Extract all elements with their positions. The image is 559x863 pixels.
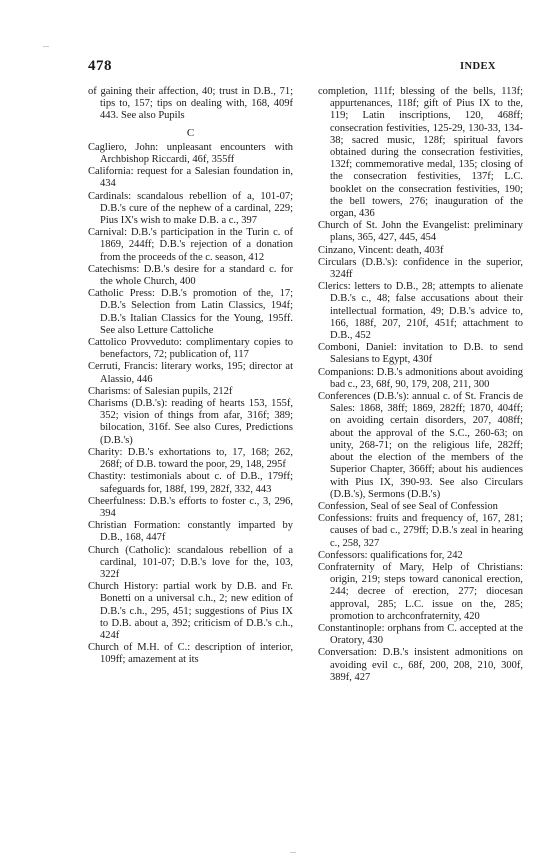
index-entry: Comboni, Daniel: invitation to D.B. to send Salesians to Egypt, 430f (318, 342, 523, 366)
index-entry: Christian Formation: constantly imparted by D.B., 168, 447f (88, 520, 293, 544)
index-entry: Confession, Seal of see Seal of Confession (318, 500, 498, 512)
index-entry: Confraternity of Mary, Help of Christians: origin, 219; steps toward canonical erection, 244; decree of erection, 277; diocesan approval, 285; L.C. issue on the, 285; promotion to archconfraternity, 420 (318, 561, 523, 622)
page-number: 478 (88, 58, 112, 74)
index-entry: Charity: D.B.'s exhortations to, 17, 168; 262, 268f; of D.B. toward the poor, 29, 148, 295f (88, 446, 293, 471)
index-entry: Cheerfulness: D.B.'s efforts to foster c., 3, 296, 394 (88, 495, 293, 519)
index-entry: Catechisms: D.B.'s desire for a standard c. for the whole Church, 400 (88, 263, 293, 288)
index-entry: Constantinople: orphans from C. accepted at the Oratory, 430 (318, 622, 523, 647)
index-entry: Circulars (D.B.'s): confidence in the superior, 324ff (318, 256, 523, 281)
index-entry: California: request for a Salesian foundation in, 434 (88, 166, 293, 190)
index-entry: Conversation: D.B.'s insistent admonitions on avoiding evil c., 68f, 200, 208, 210, 300f, 389f, 427 (318, 647, 523, 683)
index-entry: Charisms: of Salesian pupils, 212f (88, 385, 233, 397)
index-entry: Cinzano, Vincent: death, 403f (318, 244, 444, 256)
index-entry: Church History: partial work by D.B. and Fr. Bonetti on a universal c.h., 2; new edition of D.B.'s c.h., 295, 451; suggestions of Pius IX to D.B. about a, 392; criticism of D.B.'s c.h., 424f (88, 581, 293, 641)
index-entry: Church of M.H. of C.: description of interior, 109ff; amazement at its (88, 642, 293, 666)
index-entry: Clerics: letters to D.B., 28; attempts to alienate D.B.'s c., 48; false accusations about their intellectual formation, 49; D.B.'s advice to, 166, 188f, 207, 210f, 451f; attachment to D.B., 452 (318, 281, 523, 342)
index-entry: Cattolico Provveduto: complimentary copies to benefactors, 72; publication of, 117 (88, 337, 293, 361)
index-entry: Cerruti, Francis: literary works, 195; director at Alassio, 446 (88, 361, 293, 385)
index-entry: Catholic Press: D.B.'s promotion of the, 17; D.B.'s Selection from Latin Classics, 194f; D.B.'s Italian Classics for the Young, 195ff. See also Letture Cattoliche (88, 288, 293, 336)
running-header: INDEX (460, 61, 496, 72)
index-entry: Cardinals: scandalous rebellion of a, 101-07; D.B.'s cure of the nephew of a cardinal, 229; Pius IX's wish to make D.B. a c., 397 (88, 190, 293, 227)
index-entry: Carnival: D.B.'s participation in the Turin c. of 1869, 244ff; D.B.'s rejection of a donation from the proceeds of the c. season, 412 (88, 227, 293, 263)
index-entry: Charisms (D.B.'s): reading of hearts 153, 155f, 352; vision of things from afar, 316f; 389; bilocation, 316f. See also Cures, Predictions (D.B.'s) (88, 398, 293, 446)
index-entry: of gaining their affection, 40; trust in D.B., 71; tips to, 157; tips on dealing with, 168, 409f 443. See also Pupils (88, 86, 293, 122)
index-entry: Conferences (D.B.'s): annual c. of St. Francis de Sales: 1868, 38ff; 1869, 282ff; 1870, 404ff; on avoiding certain disorders, 207, 408ff; about the approval of the S.C., 260-63; on unity, 268-71; on the religious life, 282ff; about the election of the members of the Superior Chapter, 366ff; about his audiences with Pius IX, 390-93. See also Circulars (D.B.'s), Sermons (D.B.'s) (318, 391, 523, 500)
index-letter-heading: C (186, 126, 195, 139)
index-entry: Church of St. John the Evangelist: preliminary plans, 365, 427, 445, 454 (318, 220, 523, 244)
index-entry: Church (Catholic): scandalous rebellion of a cardinal, 101-07; D.B.'s love for the, 103, 322f (88, 544, 293, 580)
index-column-right (318, 86, 523, 684)
index-entry: Cagliero, John: unpleasant encounters with Archbishop Riccardi, 46f, 355ff (88, 141, 293, 166)
scan-mark-bottom (290, 852, 296, 853)
index-entry: Companions: D.B.'s admonitions about avoiding bad c., 23, 68f, 90, 179, 208, 211, 300 (318, 366, 523, 390)
index-entry: Confessions: fruits and frequency of, 167, 281; causes of bad c., 279ff; D.B.'s zeal in hearing c., 258, 327 (318, 513, 523, 549)
index-entry: completion, 111f; blessing of the bells, 113f; appurtenances, 118f; gift of Pius IX to the, 119; Latin inscriptions, 120, 468ff; consecration festivities, 125-29, 130-33, 134-38; sacred music, 128f; spiritual favors obtained during the consecration festivities, 132f; commemorative medal, 135; closing of the consecration festivities, 137f; L.C. booklet on the consecration festivities, 190; the bell towers, 276; inauguration of the organ, 436 (318, 86, 523, 220)
index-entry: Confessors: qualifications for, 242 (318, 549, 463, 561)
scan-mark-top (43, 46, 49, 47)
index-entry: Chastity: testimonials about c. of D.B., 179ff; safeguards for, 188f, 199, 282f, 332, 443 (88, 471, 293, 495)
index-column-left (88, 86, 293, 667)
